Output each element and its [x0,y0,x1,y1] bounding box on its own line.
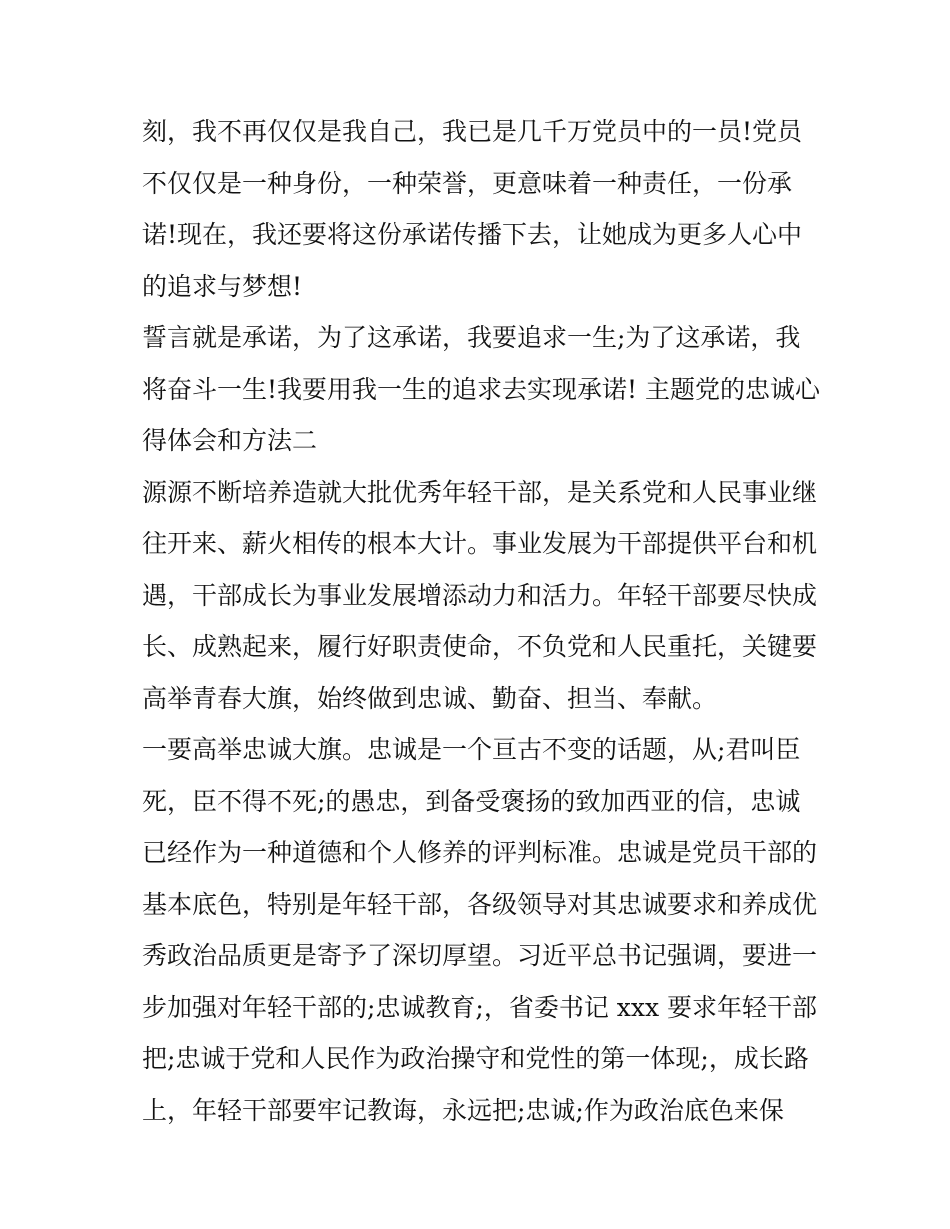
text-line: 已经作为一种道德和个人修养的评判标准。忠诚是党员干部的 [142,838,818,867]
text-line: 死，臣不得不死;的愚忠，到备受褒扬的致加西亚的信，忠诚 [142,786,801,816]
text-line: 誓言就是承诺，为了这承诺，我要追求一生;为了这承诺，我 [142,323,801,352]
text-line: 将奋斗一生!我要用我一生的追求去实现承诺! 主题党的忠诚心 [142,374,821,404]
text-line: 源源不断培养造就大批优秀年轻干部，是关系党和人民事业继 [142,477,818,507]
text-line: 诺!现在，我还要将这份承诺传播下去，让她成为更多人心中 [142,220,803,249]
document-body [142,106,822,1136]
text-line: 刻，我不再仅仅是我自己，我已是几千万党员中的一员!党员 [142,117,803,146]
text-line: 一要高举忠诚大旗。忠诚是一个亘古不变的话题，从;君叫臣 [142,735,801,764]
text-line: 秀政治品质更是寄予了深切厚望。习近平总书记强调，要进一 [142,941,818,970]
text-line: 高举青春大旗，始终做到忠诚、勤奋、担当、奉献。 [142,683,718,713]
text-line: 上，年轻干部要牢记教诲，永远把;忠诚;作为政治底色来保 [142,1095,784,1125]
text-line: 往开来、薪火相传的根本大计。事业发展为干部提供平台和机 [142,529,818,558]
text-line: 基本底色，特别是年轻干部，各级领导对其忠诚要求和养成优 [142,889,818,919]
text-line: 的追求与梦想! [142,271,303,301]
text-line: 把;忠诚于党和人民作为政治操守和党性的第一体现;，成长路 [142,1044,809,1073]
text-line: 步加强对年轻干部的;忠诚教育;，省委书记 xxx 要求年轻干部 [142,992,818,1022]
text-line: 遇，干部成长为事业发展增添动力和活力。年轻干部要尽快成 [142,580,818,610]
text-line: 得体会和方法二 [142,426,318,455]
text-line: 不仅仅是一种身份，一种荣誉，更意味着一种责任，一份承 [142,168,793,198]
text-line: 长、成熟起来，履行好职责使命，不负党和人民重托，关键要 [142,632,818,661]
